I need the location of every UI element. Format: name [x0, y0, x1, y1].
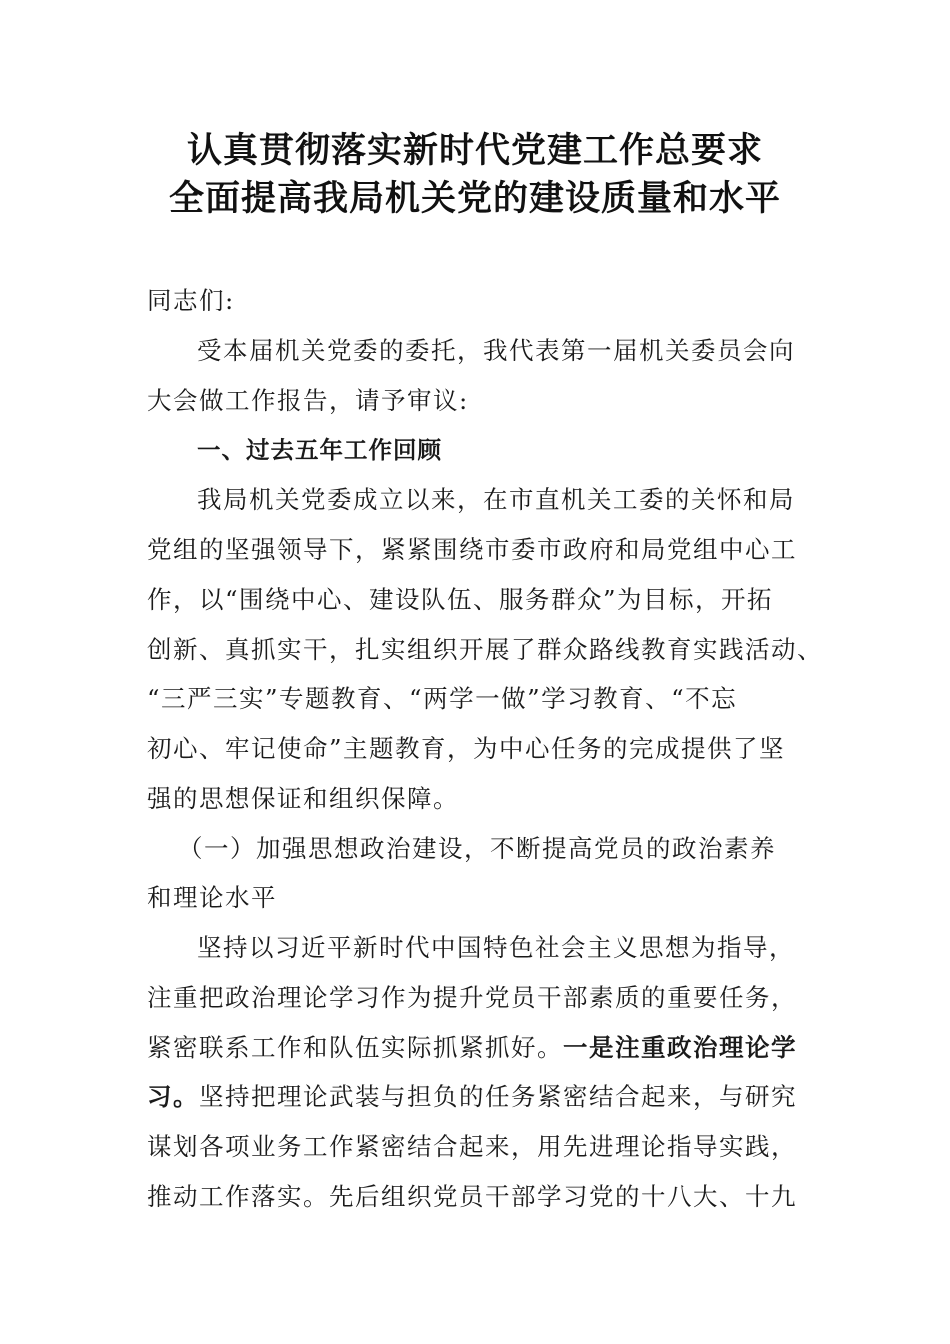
- plain-text: 紧密联系工作和队伍实际抓紧抓好。: [147, 1033, 563, 1062]
- paragraph-line: 坚持以习近平新时代中国特色社会主义思想为指导，: [197, 933, 795, 962]
- paragraph-line: 受本届机关党委的委托，我代表第一届机关委员会向: [197, 336, 795, 365]
- paragraph-line: 大会做工作报告，请予审议:: [147, 386, 469, 415]
- subsection-heading-continued: 和理论水平: [147, 883, 277, 912]
- paragraph-line: 初心、牢记使命”主题教育，为中心任务的完成提供了坚: [147, 734, 786, 763]
- bold-lead-text: 一是注重政治理论学: [563, 1033, 797, 1062]
- plain-text: 坚持把理论武装与担负的任务紧密结合起来，与研究: [199, 1082, 797, 1111]
- paragraph-line: 我局机关党委成立以来，在市直机关工委的关怀和局: [197, 485, 795, 514]
- salutation: 同志们:: [147, 286, 235, 315]
- paragraph-line: 党组的坚强领导下，紧紧围绕市委市政府和局党组中心工: [147, 535, 797, 564]
- paragraph-line: [147, 1077, 797, 1117]
- document-title-line-2: 全面提高我局机关党的建设质量和水平: [168, 179, 781, 219]
- paragraph-line: [147, 1028, 797, 1068]
- paragraph-line: 作，以“围绕中心、建设队伍、服务群众”为目标，开拓: [147, 585, 774, 614]
- paragraph-line: 创新、真抓实干，扎实组织开展了群众路线教育实践活动、: [147, 635, 823, 664]
- paragraph-line: 注重把政治理论学习作为提升党员干部素质的重要任务，: [147, 983, 797, 1012]
- paragraph-line: 推动工作落实。先后组织党员干部学习党的十八大、十九: [147, 1182, 797, 1211]
- paragraph-line: 强的思想保证和组织保障。: [147, 784, 459, 813]
- subsection-heading: （一）加强思想政治建设，不断提高党员的政治素养: [178, 834, 776, 863]
- bold-lead-text: 习。: [147, 1082, 199, 1111]
- paragraph-line: “三严三实”专题教育、“两学一做”学习教育、“不忘: [147, 684, 738, 713]
- paragraph-line: 谋划各项业务工作紧密结合起来，用先进理论指导实践，: [147, 1132, 797, 1161]
- document-title-line-1: 认真贯彻落实新时代党建工作总要求: [186, 131, 763, 171]
- section-heading: 一、过去五年工作回顾: [197, 436, 442, 464]
